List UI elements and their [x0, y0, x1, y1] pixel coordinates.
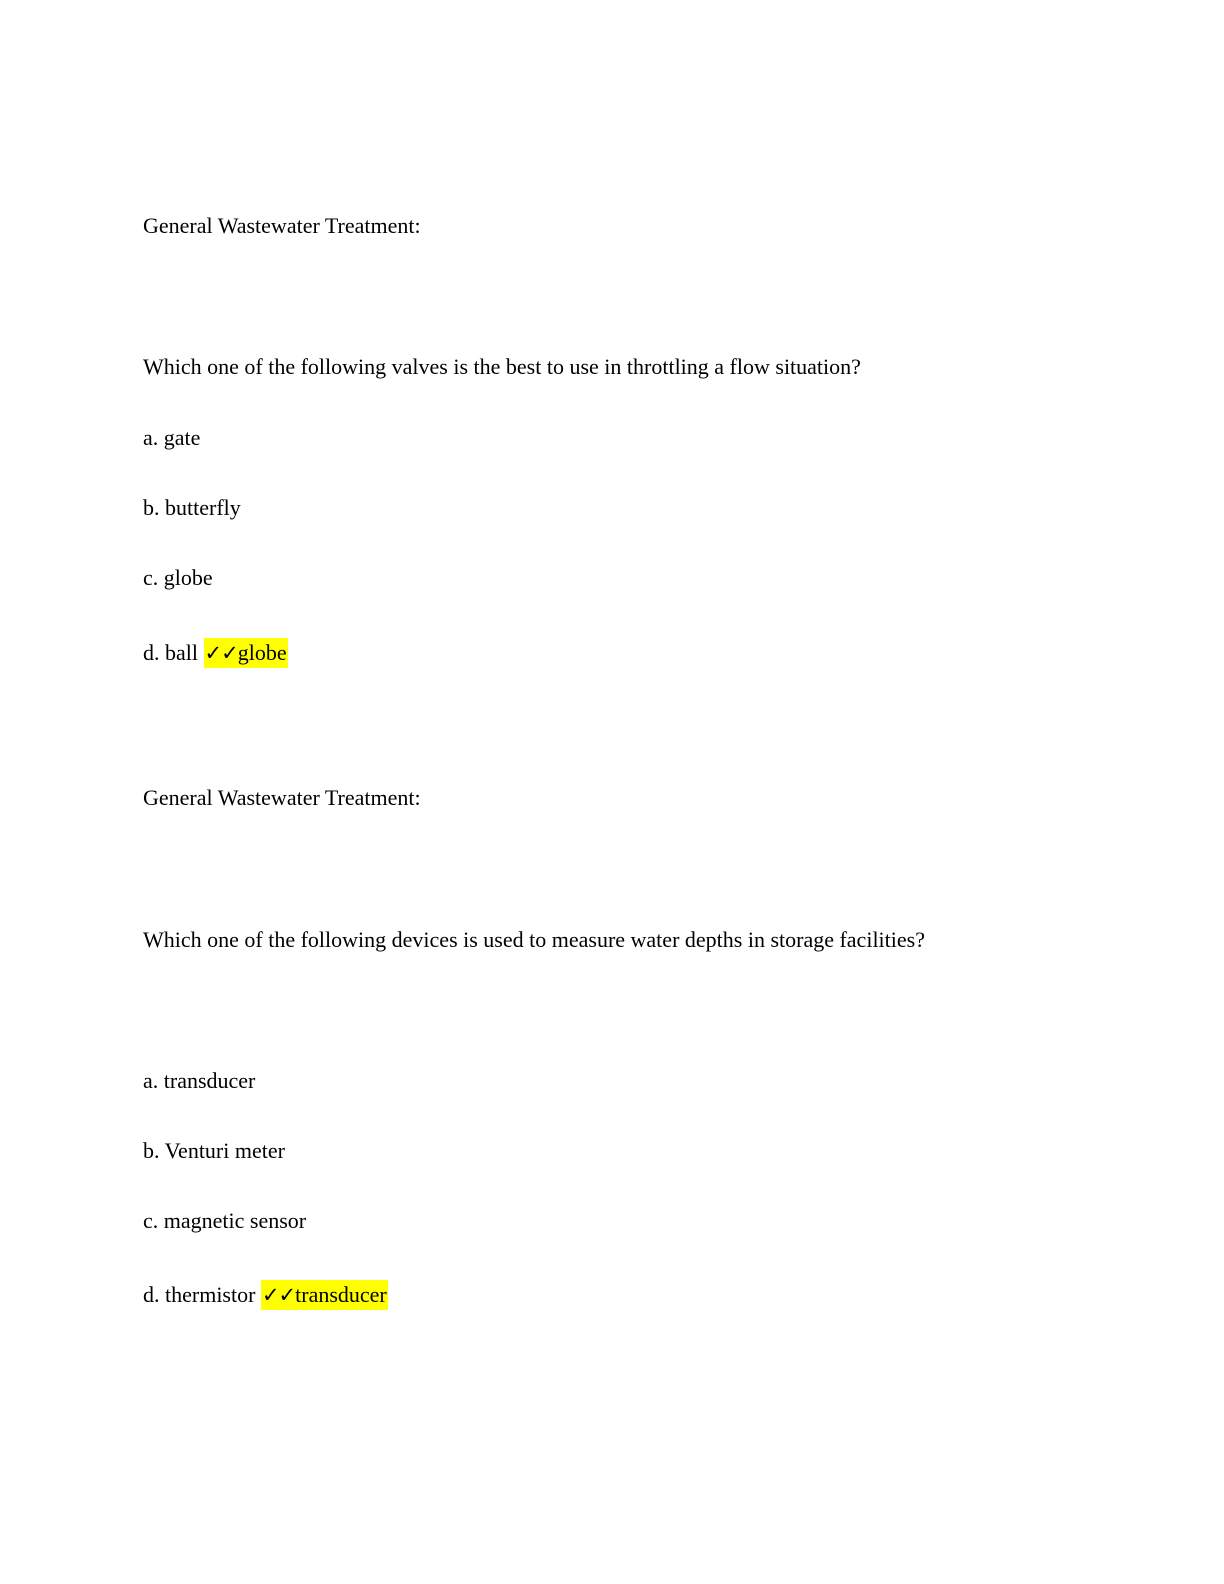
- option-b: b. butterfly: [143, 495, 241, 520]
- answer-highlight: [261, 1280, 388, 1310]
- option-d-row: [143, 1281, 388, 1309]
- section-heading: General Wastewater Treatment:: [143, 213, 421, 238]
- option-d: d. thermistor: [143, 1282, 256, 1307]
- answer-highlight: [204, 638, 288, 668]
- option-b: b. Venturi meter: [143, 1138, 285, 1163]
- option-a: a. gate: [143, 425, 201, 450]
- question-prompt: Which one of the following devices is used to measure water depths in storage facilities?: [143, 927, 925, 952]
- answer-text: globe: [237, 640, 287, 665]
- check-icon: ✓✓: [204, 641, 238, 665]
- check-icon: ✓✓: [261, 1283, 296, 1307]
- option-c: c. magnetic sensor: [143, 1208, 307, 1233]
- option-a: a. transducer: [143, 1068, 256, 1093]
- question-prompt: Which one of the following valves is the best to use in throttling a flow situation?: [143, 354, 861, 379]
- option-d: d. ball: [143, 640, 198, 665]
- section-heading: General Wastewater Treatment:: [143, 785, 421, 810]
- option-d-row: [143, 639, 288, 667]
- answer-text: transducer: [295, 1282, 387, 1307]
- option-c: c. globe: [143, 565, 213, 590]
